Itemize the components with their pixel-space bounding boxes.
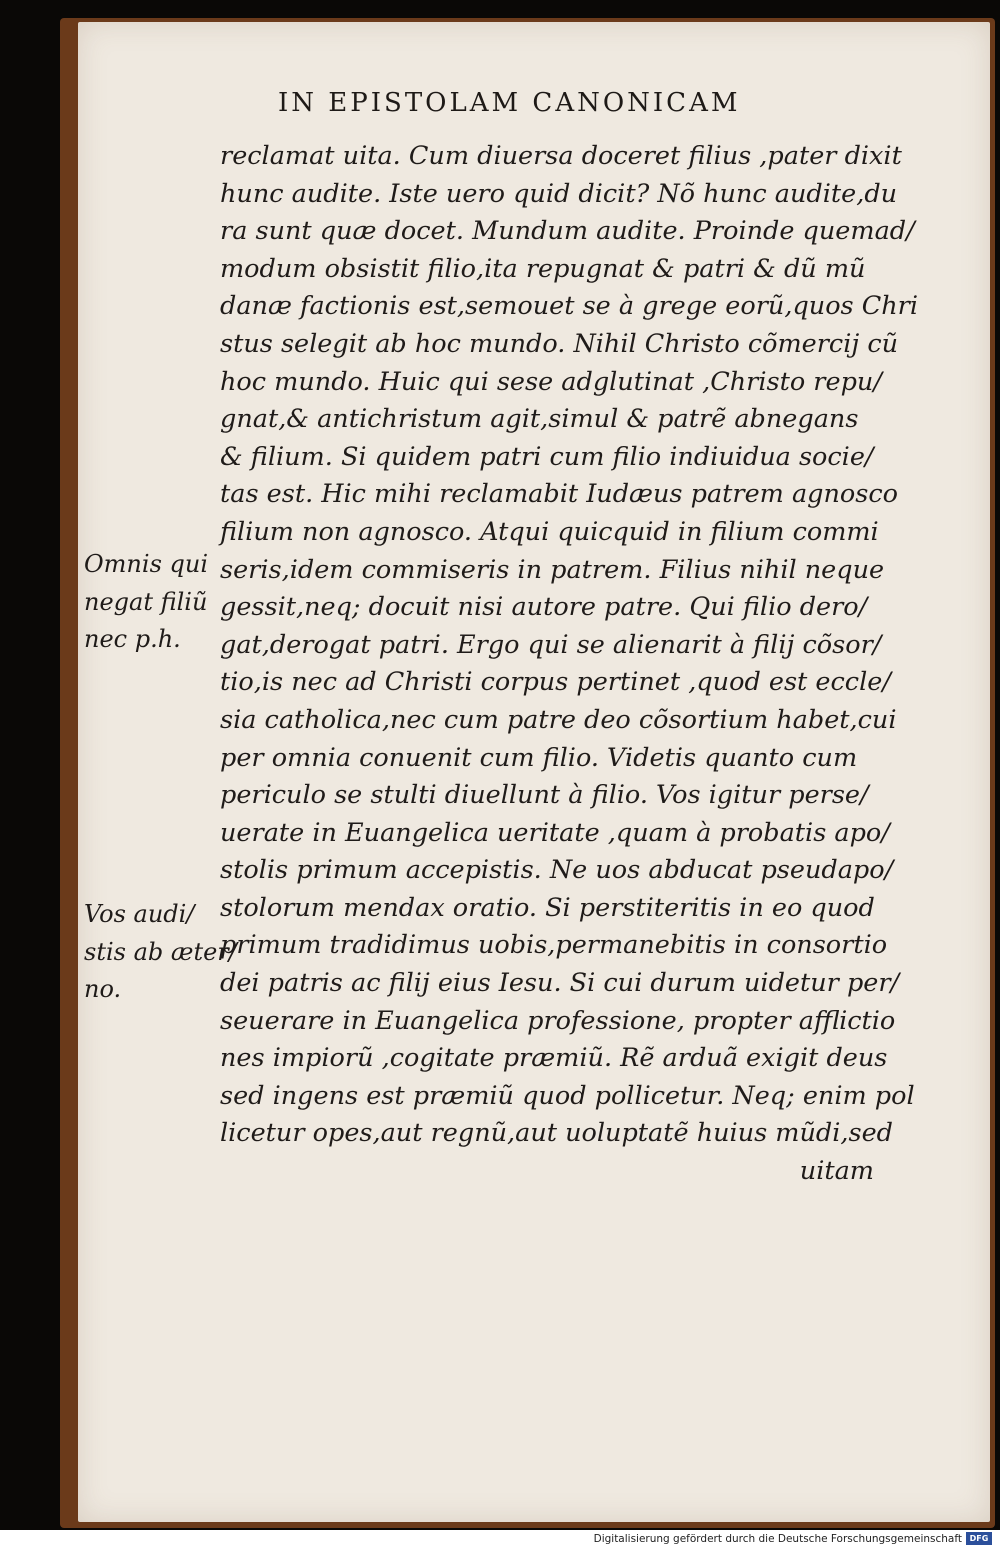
text-line: per omnia conuenit cum filio. Videtis quanto cum <box>220 742 858 773</box>
text-line: stolis primum accepistis. Ne uos abducat pseudapo/ <box>220 855 894 886</box>
main-text-block <box>220 138 919 1191</box>
text-line: hunc audite. Iste uero quid dicit? Nõ hunc audite,du <box>220 178 898 209</box>
text-line: gnat,& antichristum agit,simul & patrẽ abnegans <box>220 404 859 435</box>
margin-note-line: Omnis qui <box>84 550 209 578</box>
text-line: uerate in Euangelica ueritate ,quam à probatis apo/ <box>220 817 890 848</box>
text-line: filium non agnosco. Atqui quicquid in filium commi <box>220 516 879 547</box>
text-line: danæ factionis est,semouet se à grege eorũ,quos Chri <box>220 291 919 322</box>
text-line: stolorum mendax oratio. Si perstiteritis in eo quod <box>220 892 875 923</box>
text-line: sia catholica,nec cum patre deo cõsortium habet,cui <box>220 704 897 735</box>
funding-credit: Digitalisierung gefördert durch die Deutsche Forschungsgemeinschaft <box>593 1533 962 1545</box>
text-line: sed ingens est præmiũ quod pollicetur. Neq; enim pol <box>220 1080 915 1111</box>
text-line: hoc mundo. Huic qui sese adglutinat ,Christo repu/ <box>220 366 882 397</box>
margin-note-line: no. <box>84 975 122 1004</box>
margin-note <box>84 546 208 659</box>
margin-note <box>84 896 237 1009</box>
text-line: gat,derogat patri. Ergo qui se alienarit à filij cõsor/ <box>220 629 882 660</box>
text-line: licetur opes,aut regnũ,aut uoluptatẽ huius mũdi,sed <box>220 1118 893 1149</box>
text-line: gessit,neq; docuit nisi autore patre. Qui filio dero/ <box>220 592 868 623</box>
text-line: nes impiorũ ,cogitate præmiũ. Rẽ arduã exigit deus <box>220 1043 888 1074</box>
margin-note-line: Vos audi/ <box>84 900 195 928</box>
text-line: seuerare in Euangelica professione, propter afflictio <box>220 1005 896 1036</box>
margin-note-line: negat filiũ <box>84 587 208 616</box>
margin-note-line: nec p.h. <box>84 625 181 654</box>
text-line: reclamat uita. Cum diuersa doceret filius ,pater dixit <box>220 141 902 171</box>
text-line: tas est. Hic mihi reclamabit Iudæus patrem agnosco <box>220 479 898 510</box>
margin-note-line: stis ab æter/ <box>84 937 237 966</box>
text-line: modum obsistit filio,ita repugnat & patri & dũ mũ <box>220 253 866 284</box>
text-line: tio,is nec ad Christi corpus pertinet ,quod est eccle/ <box>220 667 891 698</box>
text-line: stus selegit ab hoc mundo. Nihil Christo cõmercij cũ <box>220 328 899 359</box>
catchword: uitam <box>799 1156 874 1187</box>
running-title: IN EPISTOLAM CANONICAM <box>278 88 741 118</box>
text-line: dei patris ac filij eius Iesu. Si cui durum uidetur per/ <box>220 968 900 999</box>
text-line: primum tradidimus uobis,permanebitis in consortio <box>220 930 888 961</box>
text-line: & filium. Si quidem patri cum filio indiuidua socie/ <box>220 441 874 472</box>
text-line: seris,idem commiseris in patrem. Filius nihil neque <box>220 554 885 585</box>
dfg-logo: DFG <box>966 1532 992 1545</box>
text-line: ra sunt quæ docet. Mundum audite. Proinde quemad/ <box>220 216 915 247</box>
text-line: periculo se stulti diuellunt à filio. Vos igitur perse/ <box>220 780 869 811</box>
